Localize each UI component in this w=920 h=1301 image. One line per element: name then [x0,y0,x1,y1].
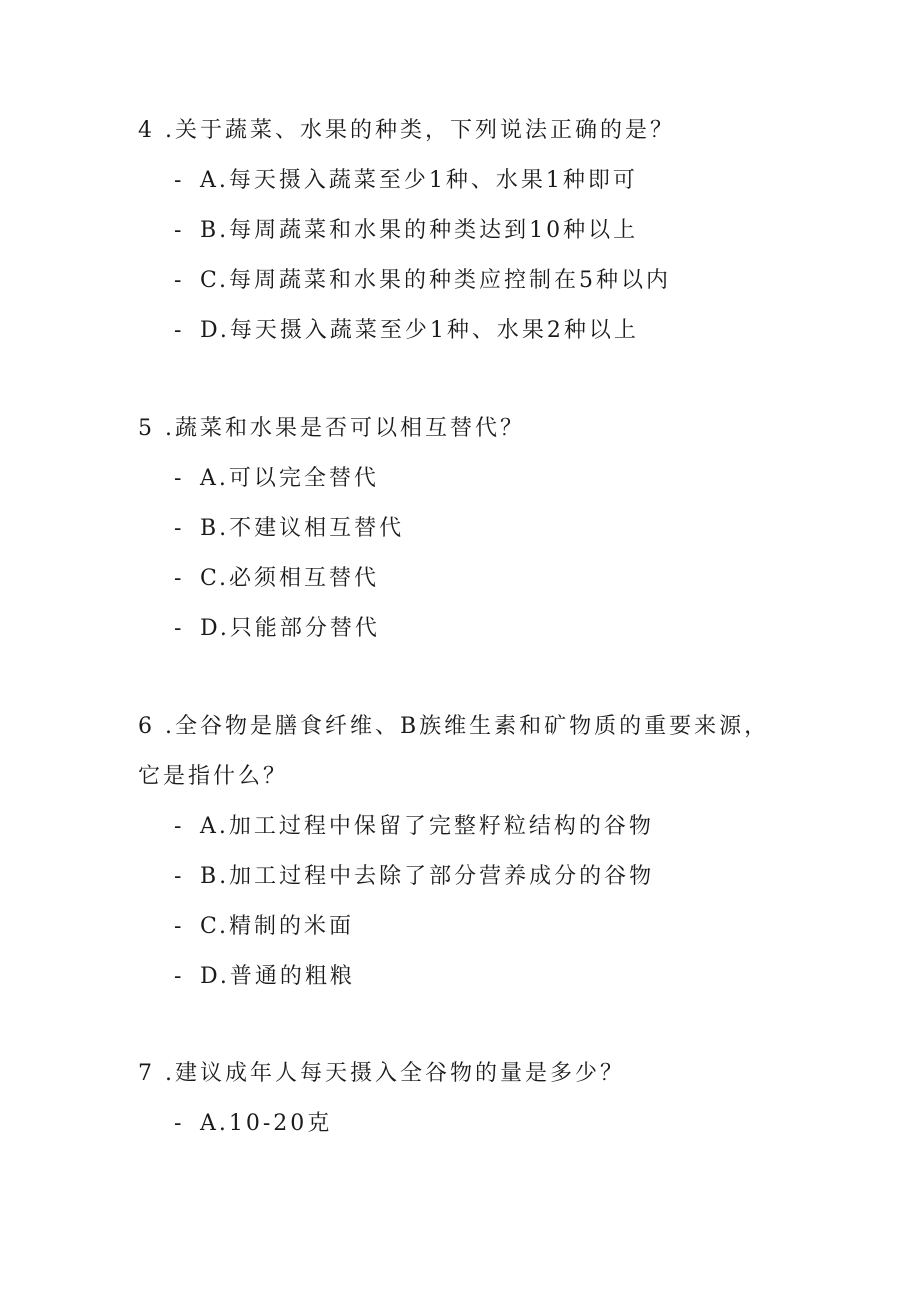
option-text: C.每周蔬菜和水果的种类应控制在5种以内 [200,268,672,293]
option-d [174,306,920,356]
option-a [174,156,920,206]
option-c [174,554,920,604]
option-text: A.10-20克 [200,1111,333,1136]
bullet-dash: - [174,268,185,293]
bullet-dash: - [174,1111,185,1136]
bullet-dash: - [174,616,185,641]
option-list [0,156,920,356]
bullet-dash: - [174,864,185,889]
option-list [0,802,920,1002]
option-text: D.普通的粗粮 [200,964,355,989]
question-4 [0,106,920,356]
option-text: C.精制的米面 [200,914,355,939]
bullet-dash: - [174,516,185,541]
option-text: C.必须相互替代 [200,566,380,591]
question-title: 5 .蔬菜和水果是否可以相互替代？ [138,416,525,441]
option-text: B.加工过程中去除了部分营养成分的谷物 [200,864,655,889]
option-a [174,802,920,852]
option-text: A.加工过程中保留了完整籽粒结构的谷物 [200,814,654,839]
question-title: 6 .全谷物是膳食纤维、B族维生素和矿物质的重要来源，它是指什么？ [138,714,770,789]
option-text: B.不建议相互替代 [200,516,405,541]
option-list [0,454,920,654]
question-title: 4 .关于蔬菜、水果的种类，下列说法正确的是？ [138,118,675,143]
option-a [174,1099,920,1149]
option-list [0,1099,920,1149]
question-5 [0,404,920,654]
option-d [174,952,920,1002]
option-text: A.可以完全替代 [200,466,379,491]
option-b [174,504,920,554]
option-a [174,454,920,504]
bullet-dash: - [174,964,185,989]
option-text: D.只能部分替代 [200,616,380,641]
bullet-dash: - [174,814,185,839]
option-b [174,206,920,256]
option-c [174,256,920,306]
bullet-dash: - [174,914,185,939]
question-7 [0,1049,920,1149]
bullet-dash: - [174,466,185,491]
bullet-dash: - [174,318,185,343]
bullet-dash: - [174,168,185,193]
bullet-dash: - [174,218,185,243]
option-d [174,604,920,654]
question-6 [0,702,920,1002]
bullet-dash: - [174,566,185,591]
option-c [174,902,920,952]
option-text: D.每天摄入蔬菜至少1种、水果2种以上 [200,318,639,343]
option-b [174,852,920,902]
option-text: B.每周蔬菜和水果的种类达到10种以上 [200,218,639,243]
option-text: A.每天摄入蔬菜至少1种、水果1种即可 [200,168,638,193]
question-title: 7 .建议成年人每天摄入全谷物的量是多少？ [138,1061,625,1086]
